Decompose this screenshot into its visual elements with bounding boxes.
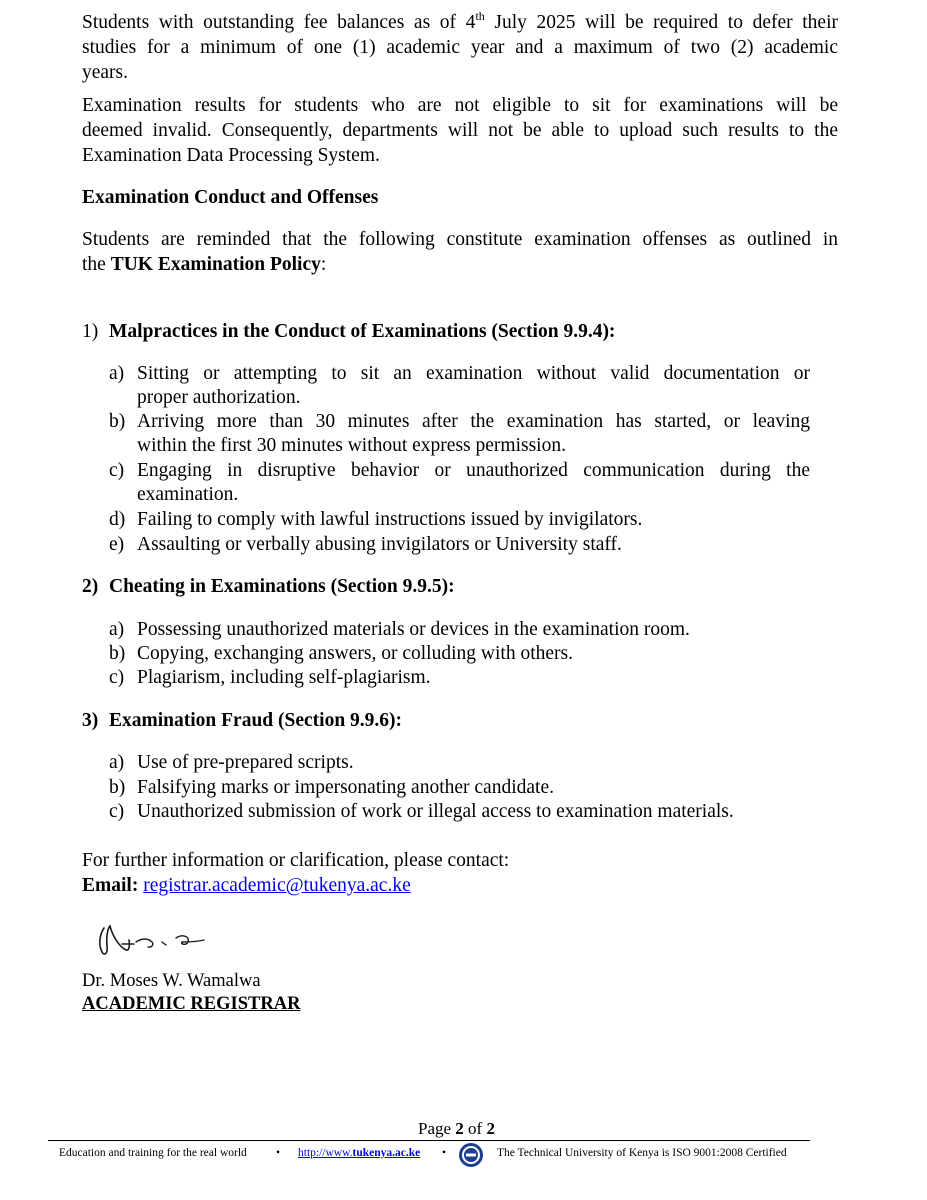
offense-title: Cheating in Examinations (Section 9.9.5): (109, 576, 455, 597)
item-letter: c) (109, 667, 125, 688)
intro-text: Students with outstanding fee balances as of 4 (82, 12, 476, 33)
signatory-name: Dr. Moses W. Wamalwa (82, 971, 261, 991)
item-letter: a) (109, 619, 125, 640)
footer-bullet: • (276, 1147, 281, 1159)
item-letter: e) (109, 534, 125, 555)
intro-para1-line2: studies for a minimum of one (1) academic year and a maximum of two (2) academic (82, 37, 838, 58)
item-text: Arriving more than 30 minutes after the examination has started, or leaving (137, 411, 810, 432)
item-text: Engaging in disruptive behavior or unauthorized communication during the (137, 460, 810, 481)
email-link[interactable]: registrar.academic@tukenya.ac.ke (143, 875, 411, 896)
offense-number: 3) (82, 710, 99, 731)
item-text-cont: within the first 30 minutes without express permission. (137, 435, 566, 456)
reminder-line2 (82, 253, 326, 278)
reminder-text: the (82, 254, 111, 275)
item-letter: d) (109, 509, 126, 530)
item-letter: b) (109, 777, 126, 798)
intro-para1-line1 (82, 8, 838, 36)
footer-bullet: • (442, 1147, 447, 1159)
item-text: Falsifying marks or impersonating another candidate. (137, 777, 554, 798)
reminder-text: : (320, 254, 327, 275)
contact-line: For further information or clarification, please contact: (82, 850, 510, 871)
section-heading: Examination Conduct and Offenses (82, 187, 379, 208)
item-letter: a) (109, 363, 125, 384)
signature-image (96, 920, 216, 964)
footer-rule (48, 1140, 810, 1141)
intro-para2-line3: Examination Data Processing System. (82, 145, 380, 166)
offense-title: Examination Fraud (Section 9.9.6): (109, 710, 403, 731)
item-text: Unauthorized submission of work or illegal access to examination materials. (137, 801, 734, 822)
iso-seal-icon (458, 1142, 484, 1168)
reminder-line1: Students are reminded that the following constitute examination offenses as outlined in (82, 229, 838, 250)
intro-para2-line2: deemed invalid. Consequently, departments will not be able to upload such results to the (82, 120, 838, 141)
item-text: Possessing unauthorized materials or devices in the examination room. (137, 619, 690, 640)
intro-para1-line3: years. (82, 62, 129, 83)
item-letter: b) (109, 411, 126, 432)
intro-para2-line1: Examination results for students who are not eligible to sit for examinations will be (82, 95, 838, 116)
item-text: Copying, exchanging answers, or colluding with others. (137, 643, 573, 664)
footer-iso: The Technical University of Kenya is ISO 9001:2008 Certified (497, 1147, 787, 1159)
item-letter: c) (109, 801, 125, 822)
item-text: Plagiarism, including self-plagiarism. (137, 667, 431, 688)
superscript: th (475, 8, 485, 23)
footer-url-link[interactable] (298, 1146, 420, 1160)
page-total: 2 (486, 1119, 495, 1138)
item-letter: b) (109, 643, 126, 664)
footer-motto: Education and training for the real world (59, 1147, 247, 1159)
email-row (82, 874, 411, 899)
offense-number: 2) (82, 576, 99, 597)
page-label: Page (418, 1119, 456, 1138)
item-letter: a) (109, 752, 125, 773)
policy-name: TUK Examination Policy (110, 254, 321, 275)
signatory-title: ACADEMIC REGISTRAR (82, 994, 301, 1014)
offense-title: Malpractices in the Conduct of Examinations (Section 9.9.4): (109, 321, 616, 342)
email-label: Email: (82, 875, 139, 896)
url-domain: tukenya.ac.ke (352, 1147, 421, 1159)
item-text-cont: examination. (137, 484, 239, 505)
item-text: Assaulting or verbally abusing invigilators or University staff. (137, 534, 622, 555)
page-number (418, 1119, 495, 1139)
item-text: Failing to comply with lawful instructions issued by invigilators. (137, 509, 643, 530)
url-prefix: http://www. (298, 1147, 353, 1159)
offense-number: 1) (82, 321, 99, 342)
item-text: Use of pre-prepared scripts. (137, 752, 354, 773)
item-letter: c) (109, 460, 125, 481)
page-current: 2 (455, 1119, 464, 1138)
item-text: Sitting or attempting to sit an examination without valid documentation or (137, 363, 810, 384)
intro-text: July 2025 will be required to defer their (484, 12, 838, 33)
page-of: of (463, 1119, 487, 1138)
item-text-cont: proper authorization. (137, 387, 301, 408)
